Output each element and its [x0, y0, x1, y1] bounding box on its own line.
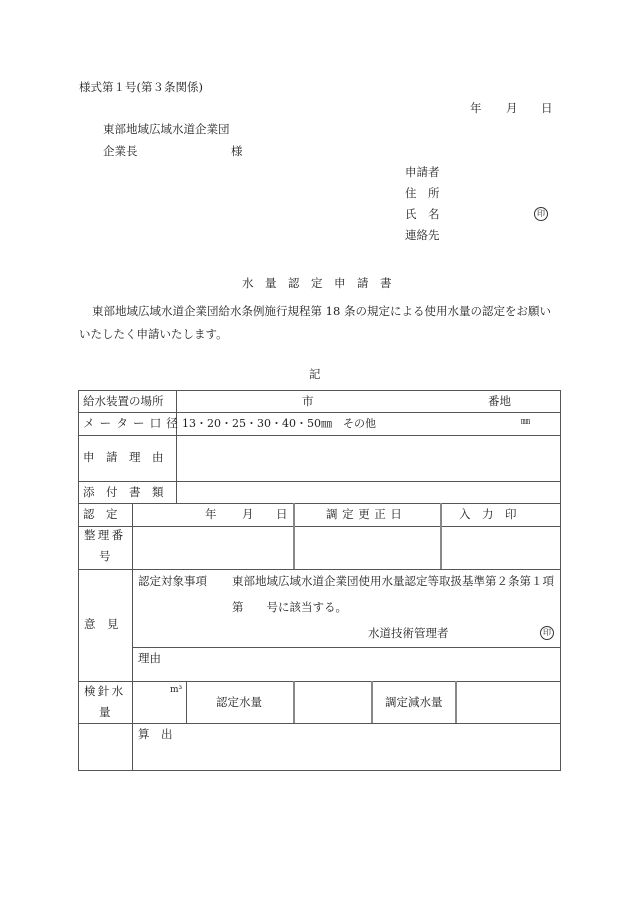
- table-border-top: [78, 390, 560, 391]
- ref-number-field[interactable]: [136, 529, 290, 566]
- table-border-bottom: [78, 770, 561, 771]
- seal-mark: 印: [540, 626, 554, 640]
- row-divider: [78, 681, 560, 682]
- meter-reading-label-1: 検針水: [84, 684, 126, 698]
- col-divider: [440, 503, 442, 569]
- form-number: 様式第１号(第３条関係): [79, 80, 203, 94]
- table-border-left: [78, 390, 79, 770]
- attachments-label: 添 付 書 類: [83, 485, 164, 499]
- col-divider: [176, 390, 177, 503]
- date-day-label: 日: [541, 101, 553, 115]
- input-seal-label: 入 力 印: [459, 507, 517, 521]
- reason2-label: 理由: [138, 651, 161, 665]
- col-divider: [132, 503, 133, 770]
- col-divider: [293, 681, 295, 723]
- name-label: 氏 名: [405, 207, 440, 221]
- meter-options[interactable]: 13・20・25・30・40・50㎜ その他: [182, 417, 376, 430]
- reason-field[interactable]: [180, 438, 556, 478]
- adjust-date-label: 調定更正日: [326, 507, 407, 521]
- approval-month: 月: [242, 507, 254, 521]
- applicant-label: 申請者: [405, 165, 440, 179]
- addressee-honorific: 様: [231, 144, 243, 158]
- input-seal-field[interactable]: [444, 529, 556, 566]
- manager-seal-icon: [540, 626, 554, 640]
- row-divider: [78, 481, 560, 482]
- approval-label: 認 定: [83, 507, 118, 521]
- addressee-title: 企業長: [103, 144, 138, 158]
- body-text-line1: 東部地域広域水道企業団給水条例施行規程第 18 条の規定による使用水量の認定をお願い: [92, 304, 551, 318]
- adjusted-reduction-label: 調定減水量: [385, 695, 443, 709]
- manager-label: 水道技術管理者: [368, 626, 449, 640]
- col-divider: [455, 681, 457, 723]
- row-divider: [78, 435, 560, 436]
- approval-day: 日: [276, 507, 288, 521]
- ref-number-label-1: 整理番: [84, 528, 126, 542]
- date-year-label: 年: [470, 101, 482, 115]
- body-text-line2: いたしたく申請いたします。: [79, 327, 228, 341]
- col-divider: [186, 681, 187, 723]
- document-title: 水 量 認 定 申 請 書: [242, 276, 392, 290]
- row-divider: [78, 526, 560, 527]
- row-divider: [78, 503, 560, 504]
- reason-label: 申 請 理 由: [83, 450, 164, 464]
- adjust-date-field[interactable]: [297, 529, 437, 566]
- approval-year: 年: [205, 507, 217, 521]
- target-text-1: 東部地域広域水道企業団使用水量認定等取扱基準第２条第１項: [232, 574, 554, 588]
- row-divider: [78, 412, 560, 413]
- table-border-right: [560, 390, 561, 770]
- opinion-label: 意 見: [84, 617, 119, 631]
- target-text-2: 第 号に該当する。: [232, 600, 347, 614]
- col-divider: [293, 503, 295, 569]
- city-label: 市: [302, 394, 314, 408]
- meter-reading-label-2: 量: [99, 705, 111, 719]
- m3-unit: m³: [170, 685, 183, 695]
- meter-unit: ㎜: [521, 417, 531, 427]
- address-label: 住 所: [405, 186, 440, 200]
- attachments-field[interactable]: [180, 484, 556, 500]
- calc-label: 算 出: [138, 727, 173, 741]
- adjusted-reduction-field[interactable]: [459, 684, 556, 720]
- location-label: 給水装置の場所: [83, 394, 164, 408]
- row-divider: [132, 647, 560, 648]
- ki-heading: 記: [309, 367, 321, 381]
- contact-label: 連絡先: [405, 228, 440, 242]
- banchi-label: 番地: [488, 394, 511, 408]
- date-month-label: 月: [506, 101, 518, 115]
- row-divider: [78, 569, 560, 570]
- calc-field[interactable]: [136, 745, 556, 767]
- ref-number-label-2: 号: [99, 549, 111, 563]
- location-city-field[interactable]: [186, 396, 296, 408]
- reason2-field[interactable]: [170, 650, 556, 678]
- approved-volume-label: 認定水量: [216, 695, 262, 709]
- target-label: 認定対象事項: [138, 574, 207, 588]
- meter-label: メーター口径: [83, 416, 184, 430]
- row-divider: [78, 723, 560, 724]
- addressee-org: 東部地域広域水道企業団: [103, 122, 230, 136]
- col-divider: [371, 681, 373, 723]
- approved-volume-field[interactable]: [297, 684, 367, 720]
- seal-mark: 印: [534, 207, 548, 221]
- applicant-seal-icon: [534, 207, 548, 221]
